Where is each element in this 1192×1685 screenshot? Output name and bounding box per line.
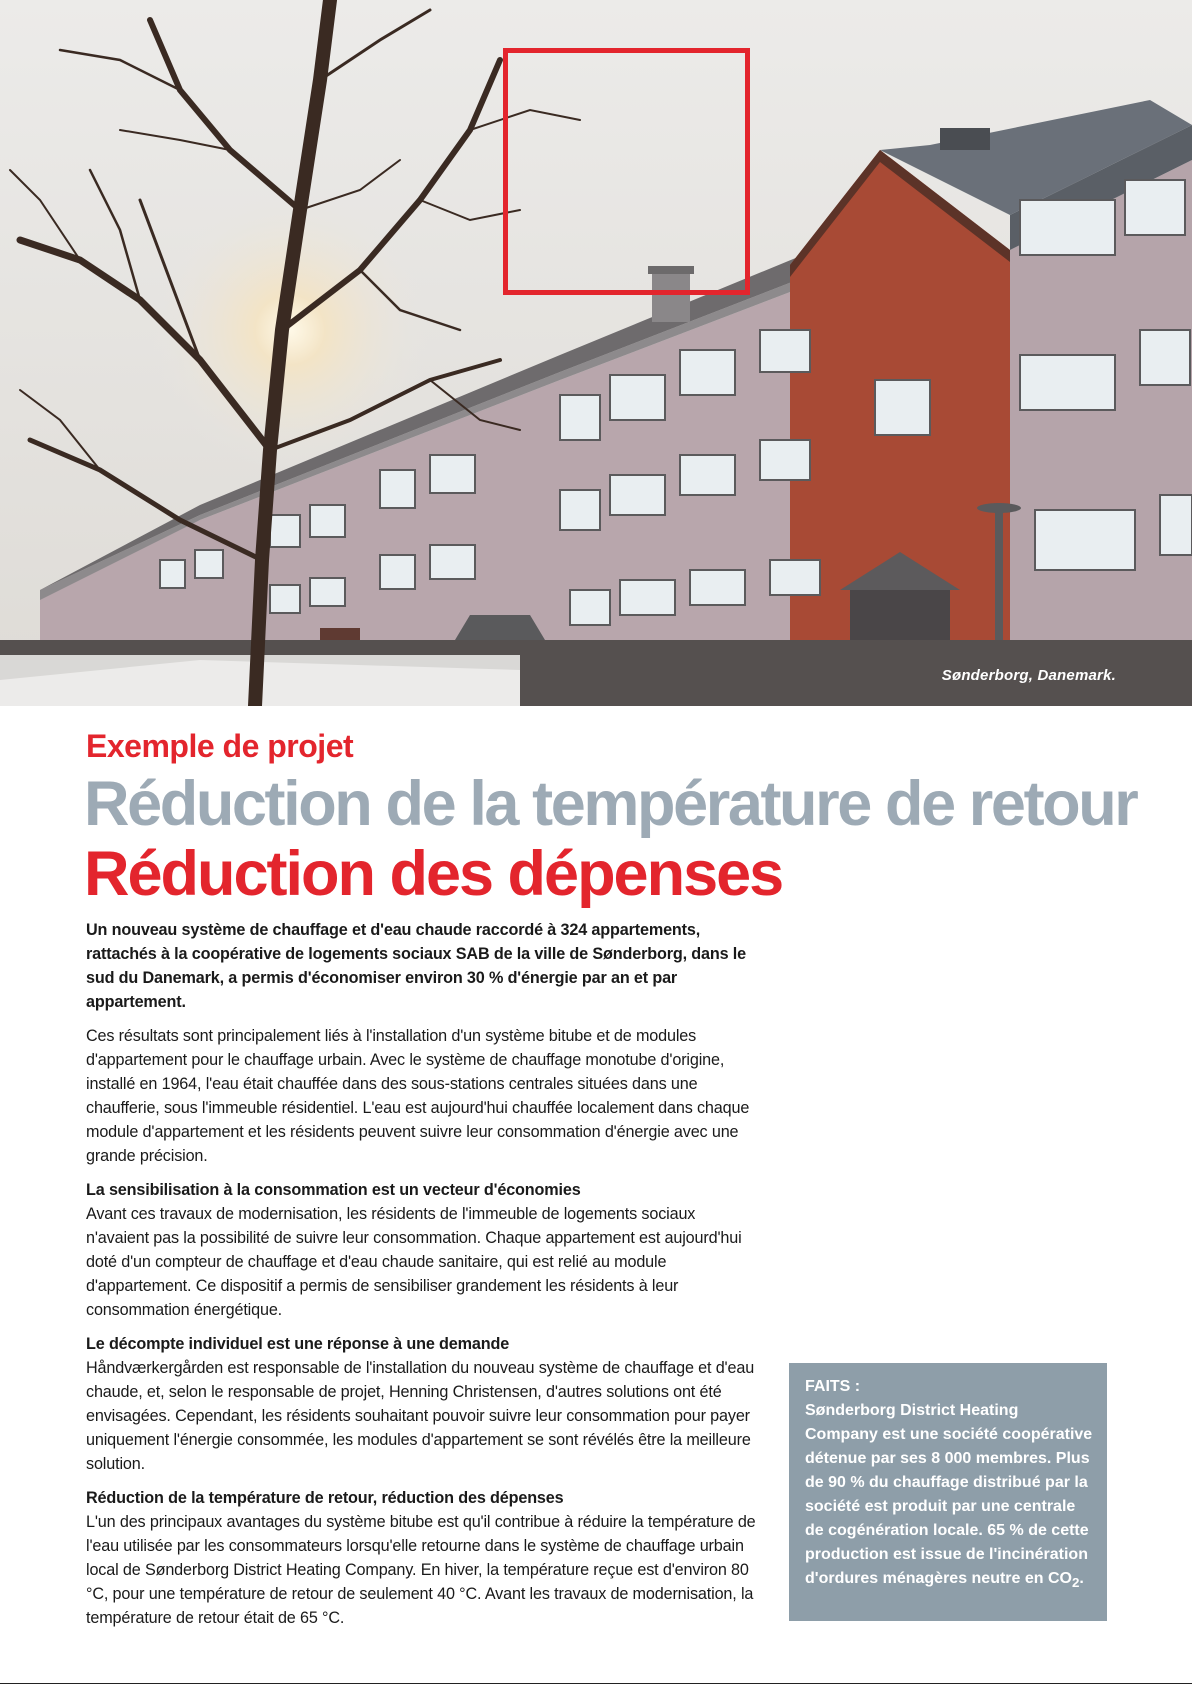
footer-rule — [0, 1683, 1192, 1684]
section-text: Håndværkergården est responsable de l'installation du nouveau système de chauffage et d'eau chaude, et, selon le responsable de projet, Henning Christensen, d'autres solutions ont été envisagées. Cependant, les résidents souhaitant pouvoir suivre leur consommation pour payer uniquement l'énergie consommée, les modules d'appartement se sont révélés être la meilleure solution. — [86, 1359, 755, 1473]
section-3 — [86, 1486, 758, 1630]
facts-suffix: . — [1079, 1570, 1084, 1587]
kicker-label: Exemple de projet — [86, 728, 354, 764]
section-heading: Réduction de la température de retour, réduction des dépenses — [86, 1489, 564, 1507]
title-line-2: Réduction des dépenses — [84, 839, 783, 909]
section-1 — [86, 1178, 758, 1322]
facts-title: FAITS : — [805, 1378, 861, 1395]
section-heading: La sensibilisation à la consommation est un vecteur d'économies — [86, 1181, 581, 1199]
title-line-1: Réduction de la température de retour — [84, 769, 1137, 839]
intro-paragraph: Ces résultats sont principalement liés à l'installation d'un système bitube et de modules d'appartement pour le chauffage urbain. Avec le système de chauffage monotube d'origine, installé en 1964, l'eau était chauffée dans des sous-stations centrales situées dans une chaufferie, sous l'immeuble résidentiel. L'eau est aujourd'hui chauffée localement dans chaque module d'appartement et les résidents peuvent suivre leur consommation d'énergie avec une grande précision. — [86, 1027, 750, 1165]
section-text: L'un des principaux avantages du système bitube est qu'il contribue à réduire la température de l'eau utilisée par les consommateurs lorsqu'elle retourne dans le système de chauffage urbain local de Sønderborg District Heating Company. En hiver, la température reçue est d'environ 80 °C, pour une température de retour de seulement 40 °C. Avant les travaux de modernisation, la température de retour était de 65 °C. — [86, 1513, 756, 1627]
article-body — [86, 918, 758, 1640]
photo-caption: Sønderborg, Danemark. — [941, 667, 1116, 684]
hero-photo — [0, 0, 1192, 706]
lead-paragraph: Un nouveau système de chauffage et d'eau chaude raccordé à 324 appartements, rattachés à la coopérative de logements sociaux SAB de la ville de Sønderborg, dans le sud du Danemark, a permis d'économiser environ 30 % d'énergie par an et par appartement. — [86, 921, 747, 1011]
facts-box — [789, 1363, 1107, 1621]
section-heading: Le décompte individuel est une réponse à une demande — [86, 1335, 510, 1353]
facts-subscript: 2 — [1072, 1575, 1080, 1591]
facts-text: Sønderborg District Heating Company est une société coopérative détenue par ses 8 000 membres. Plus de 90 % du chauffage distribué par la société est produit par une centrale de cogénération locale. 65 % de cette production est issue de l'incinération d'ordures ménagères neutre en CO — [805, 1402, 1093, 1587]
section-2 — [86, 1332, 758, 1476]
highlight-frame — [503, 48, 750, 295]
section-text: Avant ces travaux de modernisation, les résidents de l'immeuble de logements sociaux n'avaient pas la possibilité de suivre leur consommation. Chaque appartement est aujourd'hui doté d'un compteur de chauffage et d'eau chaude sanitaire, qui est relié au module d'appartement. Ce dispositif a permis de sensibiliser grandement les résidents à leur consommation énergétique. — [86, 1205, 742, 1319]
